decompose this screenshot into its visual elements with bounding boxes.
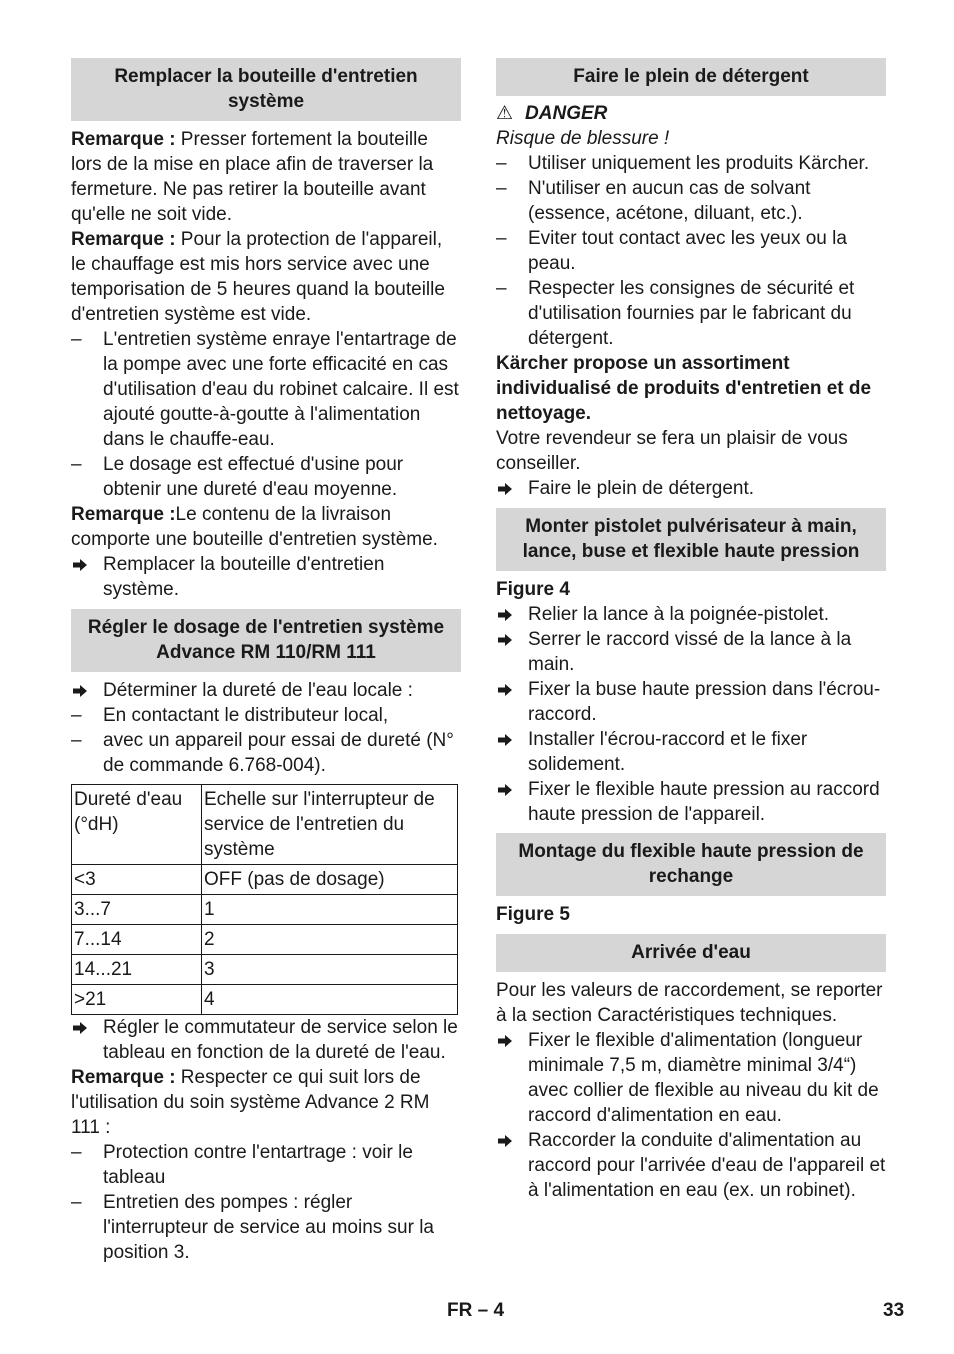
dash-item: – Respecter les consignes de sécurité et d'utilisation fournies par le fabricant du détergent. [496, 278, 855, 349]
table-row [72, 865, 458, 895]
dash-item: – Eviter tout contact avec les yeux ou la peau. [496, 228, 847, 274]
paragraph: Votre revendeur se fera un plaisir de vous conseiller. [496, 428, 848, 474]
arrow-right-icon [498, 684, 512, 696]
dash-item: – Utiliser uniquement les produits Kärcher. [496, 153, 870, 174]
step-item: Fixer la buse haute pression dans l'écrou-raccord. [496, 677, 886, 727]
table-cell: 3 [202, 955, 458, 985]
paragraph: Pour les valeurs de raccordement, se reporter à la section Caractéristiques techniques. [496, 980, 883, 1026]
arrow-right-icon [498, 1035, 512, 1047]
arrow-right-icon [498, 609, 512, 621]
figure-label: Figure 5 [496, 904, 570, 925]
step-item: Raccorder la conduite d'alimentation au raccord pour l'arrivée d'eau de l'appareil et à l'alimentation en eau (ex. un robinet). [496, 1128, 886, 1203]
table-row [72, 955, 458, 985]
table-cell: 7...14 [72, 925, 202, 955]
section-heading: Régler le dosage de l'entretien système Advance RM 110/RM 111 [71, 609, 461, 672]
table-cell: >21 [72, 985, 202, 1015]
step-item: Fixer le flexible haute pression au raccord haute pression de l'appareil. [496, 777, 886, 827]
dash-item: – N'utiliser en aucun cas de solvant (essence, acétone, diluant, etc.). [496, 178, 811, 224]
table-cell: 4 [202, 985, 458, 1015]
step-item: Déterminer la dureté de l'eau locale : [71, 678, 461, 703]
step-item: Relier la lance à la poignée-pistolet. [496, 602, 886, 627]
section-heading: Remplacer la bouteille d'entretien système [71, 58, 461, 121]
remark: Remarque : Respecter ce qui suit lors de l'utilisation du soin système Advance 2 RM 111 : [71, 1067, 430, 1138]
step-item: Régler le commutateur de service selon le tableau en fonction de la dureté de l'eau. [71, 1015, 461, 1065]
dash-item: – L'entretien système enraye l'entartrage de la pompe avec une forte efficacité en cas d'utilisation d'eau du robinet calcaire. Il est ajouté goutte-à-goutte à l'alimentation dans le chauffe-eau. [71, 329, 459, 450]
right-column [496, 58, 886, 1203]
figure-label: Figure 4 [496, 579, 570, 600]
table-row [72, 895, 458, 925]
arrow-right-icon [73, 559, 87, 571]
footer-section: FR – 4 [447, 1300, 505, 1321]
step-item: Faire le plein de détergent. [496, 476, 886, 501]
page-number: 33 [883, 1300, 905, 1321]
dash-item: – Protection contre l'entartrage : voir le tableau [71, 1142, 413, 1188]
table-row [72, 925, 458, 955]
hardness-table [71, 784, 458, 1015]
step-item: Fixer le flexible d'alimentation (longueur minimale 7,5 m, diamètre minimal 3/4“) avec collier de flexible au niveau du kit de raccord d'alimentation en eau. [496, 1028, 886, 1128]
dash-item: – En contactant le distributeur local, [71, 705, 389, 726]
section-heading: Montage du flexible haute pression de rechange [496, 833, 886, 896]
table-cell: 2 [202, 925, 458, 955]
dash-item: – avec un appareil pour essai de dureté (N° de commande 6.768-004). [71, 730, 454, 776]
arrow-right-icon [498, 634, 512, 646]
table-header-row [72, 785, 458, 865]
bold-paragraph: Kärcher propose un assortiment individualisé de produits d'entretien et de nettoyage. [496, 353, 872, 424]
table-cell: OFF (pas de dosage) [202, 865, 458, 895]
arrow-right-icon [498, 784, 512, 796]
table-cell: 14...21 [72, 955, 202, 985]
remark: Remarque : Presser fortement la bouteille lors de la mise en place afin de traverser la fermeture. Ne pas retirer la bouteille avant qu'elle ne soit vide. [71, 129, 434, 225]
danger-text: Risque de blessure ! [496, 128, 670, 149]
dash-item: – Entretien des pompes : régler l'interrupteur de service au moins sur la position 3. [71, 1192, 434, 1263]
left-column [71, 58, 461, 1265]
table-cell: Echelle sur l'interrupteur de service de l'entretien du système [202, 785, 458, 865]
dash-item: – Le dosage est effectué d'usine pour obtenir une dureté d'eau moyenne. [71, 454, 404, 500]
step-item: Serrer le raccord vissé de la lance à la main. [496, 627, 886, 677]
warning-icon: ⚠ [496, 103, 514, 124]
remark: Remarque : Pour la protection de l'appareil, le chauffage est mis hors service avec une temporisation de 5 heures quand la bouteille d'entretien système est vide. [71, 229, 445, 325]
arrow-right-icon [73, 1022, 87, 1034]
table-cell: Dureté d'eau (°dH) [72, 785, 202, 865]
remark: Remarque :Le contenu de la livraison comporte une bouteille d'entretien système. [71, 504, 438, 550]
section-heading: Faire le plein de détergent [496, 58, 886, 96]
table-cell: 1 [202, 895, 458, 925]
danger-label: ⚠ DANGER [496, 103, 608, 124]
table-cell: 3...7 [72, 895, 202, 925]
arrow-right-icon [73, 685, 87, 697]
step-item: Remplacer la bouteille d'entretien système. [71, 552, 461, 602]
step-item: Installer l'écrou-raccord et le fixer solidement. [496, 727, 886, 777]
arrow-right-icon [498, 734, 512, 746]
table-cell: <3 [72, 865, 202, 895]
section-heading: Arrivée d'eau [496, 934, 886, 972]
arrow-right-icon [498, 1135, 512, 1147]
table-row [72, 985, 458, 1015]
section-heading: Monter pistolet pulvérisateur à main, lance, buse et flexible haute pression [496, 508, 886, 571]
arrow-right-icon [498, 483, 512, 495]
